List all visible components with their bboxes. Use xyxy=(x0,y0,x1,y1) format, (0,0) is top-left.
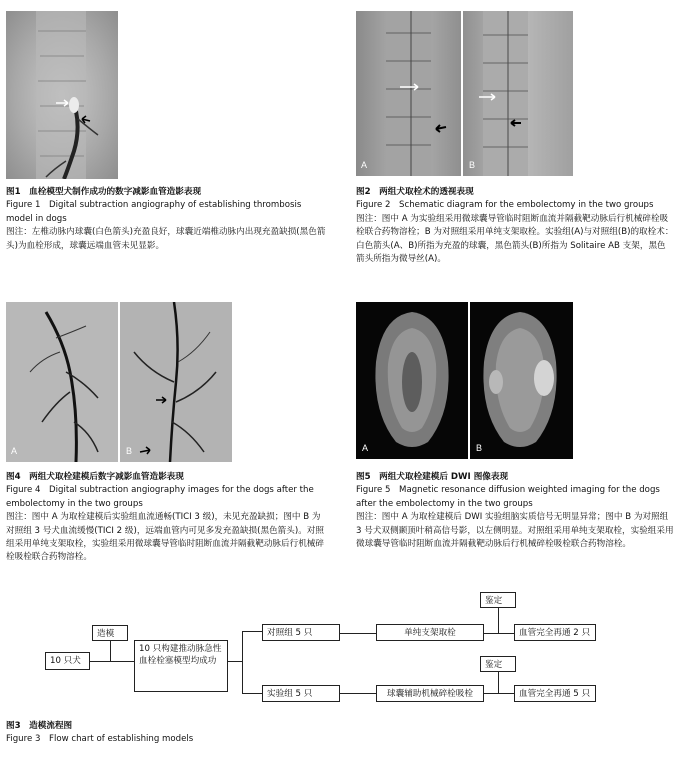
figure2-image-b xyxy=(463,11,573,176)
figure2-fluoroscopy-b xyxy=(463,11,573,176)
figure4-image-b xyxy=(120,302,232,462)
flow-line-identify-bottom-down xyxy=(498,672,499,693)
figure3-caption xyxy=(6,720,406,747)
flow-box-stent: 单纯支架取栓 xyxy=(376,624,484,641)
figure5-dwi-b xyxy=(470,302,573,459)
flow-line-angio-down xyxy=(110,640,111,662)
figure5-title-cn: 图5 两组犬取栓建模后 DWI 图像表现 xyxy=(356,472,509,482)
flow-line-split-top xyxy=(242,631,262,632)
flow-line-exp-to-balloon xyxy=(340,693,376,694)
figure1-caption xyxy=(6,186,326,253)
figure5-note: 图注：图中 A 为取栓建模后 DWI 实验组脑实质信号无明显异常；图中 B 为对照组 3 号犬双侧颞顶叶稍高信号影，以左侧明显。对照组采用单纯支架取栓，实验组采用微球囊导管临时阻断血流并隔截靶动脉后行机械碎栓吸栓联合药物溶栓。 xyxy=(356,512,674,550)
figure4-label-a: A xyxy=(11,446,18,456)
flow-box-model: 10 只构建推动脉急性血栓栓塞模型均成功 xyxy=(134,640,228,692)
figure5-image-b xyxy=(470,302,573,459)
flow-line-split-bottom xyxy=(242,693,262,694)
figure4-label-b: B xyxy=(126,446,133,456)
figure5-image-a xyxy=(356,302,468,459)
figure1-note: 图注：左椎动脉内球囊(白色箭头)充盈良好，球囊近端椎动脉内出现充盈缺损(黑色箭头)为血栓形成，球囊远端血管未见显影。 xyxy=(6,227,326,251)
flow-box-angio: 造模 xyxy=(92,625,128,641)
figure5-caption xyxy=(356,471,674,551)
flow-box-control: 对照组 5 只 xyxy=(262,624,340,641)
figure5-title-en: Figure 5 Magnetic resonance diffusion weighted imaging for the dogs after the embolectomy in the two groups xyxy=(356,485,660,509)
figure2-label-a: A xyxy=(361,160,368,170)
flow-box-result-control: 血管完全再通 2 只 xyxy=(514,624,596,641)
figure4-angiography-a xyxy=(6,302,118,462)
flow-line-identify-top-down xyxy=(498,608,499,633)
figure4-title-en: Figure 4 Digital subtraction angiography images for the dogs after the embolectomy in the two groups xyxy=(6,485,314,509)
flow-box-balloon: 球囊辅助机械碎栓吸栓 xyxy=(376,685,484,702)
figure1-angiography-image xyxy=(6,11,118,179)
figure1-vessel-drawing xyxy=(6,11,118,179)
figure2-label-b: B xyxy=(469,160,476,170)
figure4-angiography-b xyxy=(120,302,232,462)
flow-line-stent-to-result xyxy=(484,633,514,634)
flow-box-identify-top: 鉴定 xyxy=(480,592,516,608)
flow-line-control-to-stent xyxy=(340,633,376,634)
flow-box-dogs: 10 只犬 xyxy=(45,652,90,670)
figure2-note: 图注：图中 A 为实验组采用微球囊导管临时阻断血流并隔截靶动脉后行机械碎栓吸栓联合药物溶栓；B 为对照组采用单纯支架取栓。实验组(A)与对照组(B)的取栓术：白色箭头(A、B)所指为充盈的球囊，黑色箭头(B)所指为 Solitaire AB 支架，黑色箭头所指为微导丝(A)。 xyxy=(356,213,674,265)
flow-line-balloon-to-result xyxy=(484,693,514,694)
figure4-note: 图注：图中 A 为取栓建模后实验组血流通畅(TICI 3 级)，未见充盈缺损；图中 B 为对照组 3 号犬血流缓慢(TICI 2 级)，远端血管内可见多发充盈缺损(黑色箭头)。对照组采用单纯支架取栓，实验组采用微球囊导管临时阻断血流并隔截靶动脉后行机械碎栓吸栓联合药物溶栓。 xyxy=(6,512,324,563)
figure4-title-cn: 图4 两组犬取栓建模后数字减影血管造影表现 xyxy=(6,472,184,482)
figure5-label-a: A xyxy=(362,443,369,453)
flow-box-result-experimental: 血管完全再通 5 只 xyxy=(514,685,596,702)
flow-box-identify-bottom: 鉴定 xyxy=(480,656,516,672)
figure4-caption xyxy=(6,471,328,565)
figure2-image-a xyxy=(356,11,461,176)
figure2-title-en: Figure 2 Schematic diagram for the embolectomy in the two groups xyxy=(356,200,654,211)
figure2-fluoroscopy-a xyxy=(356,11,461,176)
figure3-title-en: Figure 3 Flow chart of establishing models xyxy=(6,734,194,745)
figure1-title-cn: 图1 血栓模型犬制作成功的数字减影血管造影表现 xyxy=(6,187,202,197)
flow-line-dogs-to-model xyxy=(90,661,134,662)
figure2-title-cn: 图2 两组犬取栓术的透视表现 xyxy=(356,187,474,197)
flow-box-experimental: 实验组 5 只 xyxy=(262,685,340,702)
flow-line-split-vertical xyxy=(242,631,243,693)
figure2-caption xyxy=(356,186,674,266)
figure4-image-a xyxy=(6,302,118,462)
figure3-title-cn: 图3 造模流程图 xyxy=(6,721,73,731)
figure5-dwi-a xyxy=(356,302,468,459)
flow-line-model-to-split xyxy=(228,661,242,662)
figure1-title-en: Figure 1 Digital subtraction angiography of establishing thrombosis model in dogs xyxy=(6,200,302,224)
figure5-label-b: B xyxy=(476,443,483,453)
